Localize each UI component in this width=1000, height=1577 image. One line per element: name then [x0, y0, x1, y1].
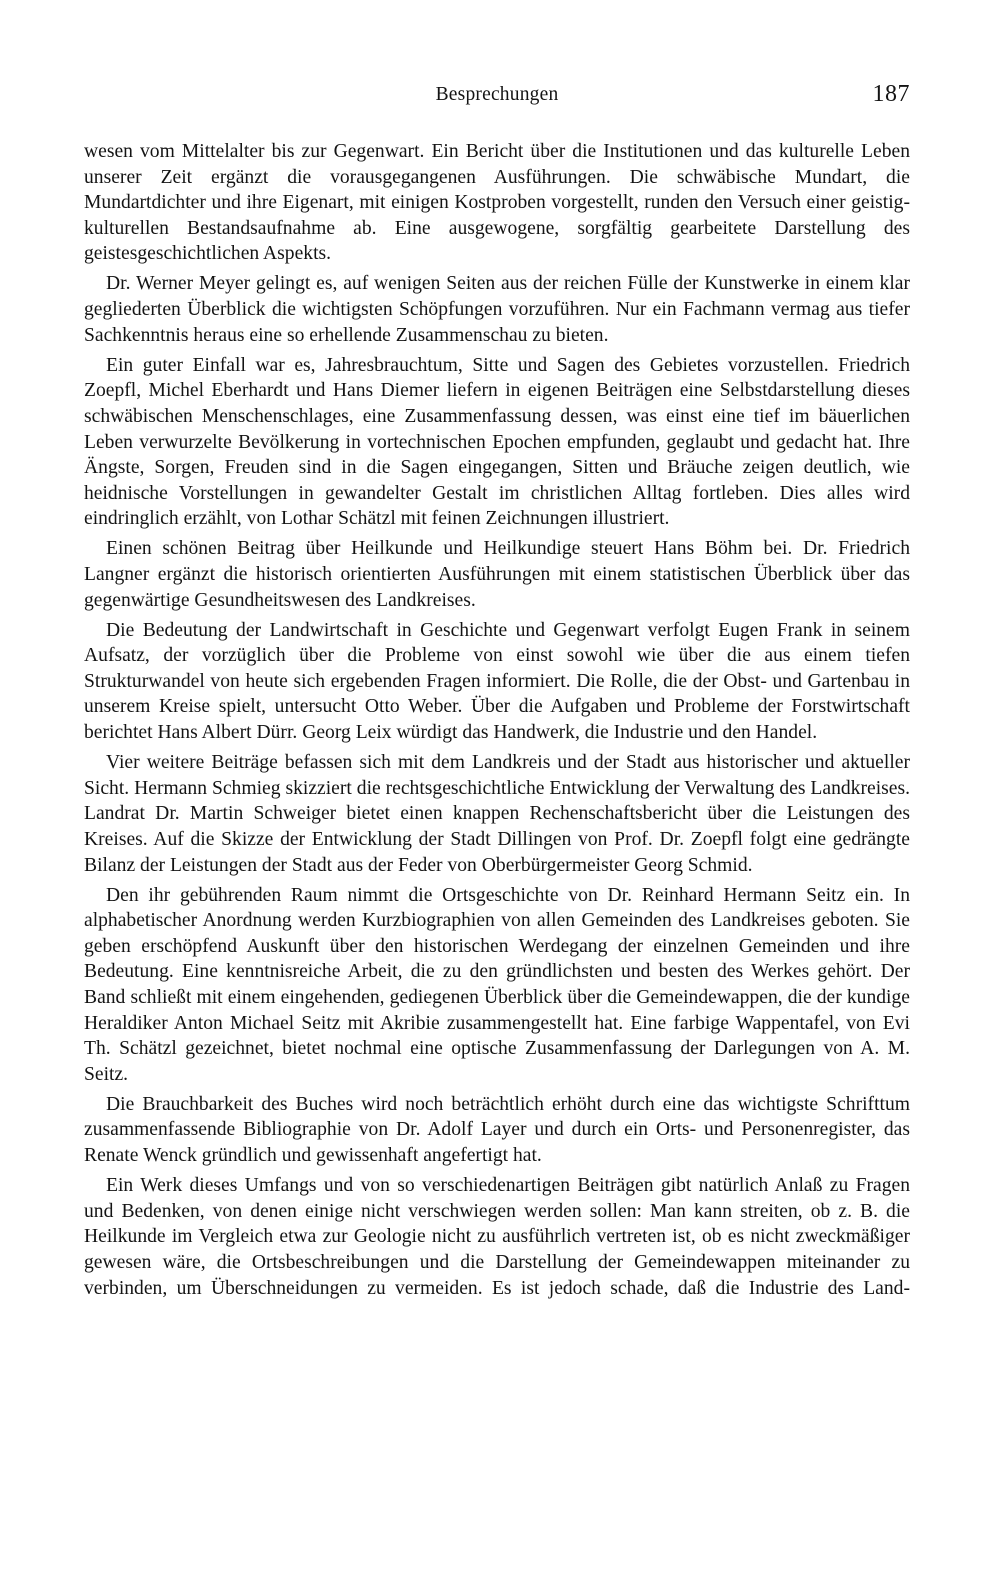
- paragraph-continued: wesen vom Mittelalter bis zur Gegenwart. Ein Bericht über die Institutionen und das kulturelle Leben unserer Zeit ergänzt die vorausgegangenen Ausführungen. Die schwäbische Mundart, die Mundartdichter und ihre Eigenart, mit einigen Kostproben vorgestellt, runden den Versuch einer geistig-kulturellen Bestandsaufnahme ab. Eine ausgewogene, sorgfältig gearbeitete Darstellung des geistesgeschichtlichen Aspekts.: [84, 141, 910, 265]
- paragraph-kritik: Ein Werk dieses Umfangs und von so verschiedenartigen Beiträgen gibt natürlich Anlaß zu Fragen und Bedenken, von denen einige nicht verschwiegen werden sollen: Man kann streiten, ob z. B. die Heilkunde im Vergleich etwa zur Geologie nicht zu ausführlich vertreten ist, ob es nicht zweckmäßiger gewesen wäre, die Ortsbeschreibungen und die Darstellung der Gemeindewappen miteinander zu verbinden, um Überschneidungen zu vermeiden. Es ist jedoch schade, daß die Industrie des Land-: [84, 1175, 910, 1299]
- running-header: [84, 81, 910, 124]
- paragraph-ortsgeschichte: Den ihr gebührenden Raum nimmt die Ortsgeschichte von Dr. Reinhard Hermann Seitz ein. In alphabetischer Anordnung werden Kurzbiographien von allen Gemeinden des Landkreises geboten. Sie geben erschöpfend Auskunft über den historischen Werdegang der einzelnen Gemeinden und ihre Bedeutung. Eine kenntnisreiche Arbeit, die zu den gründlichsten und besten des Werkes gehört. Der Band schließt mit einem eingehenden, gediegenen Überblick über die Gemeindewappen, die der kundige Heraldiker Anton Michael Seitz mit Akribie zusammengestellt hat. Eine farbige Wappentafel, von Evi Th. Schätzl gezeichnet, bietet nochmal eine optische Zusammenfassung der Darlegungen von A. M. Seitz.: [84, 884, 910, 1085]
- page-number: 187: [872, 81, 910, 107]
- paragraph-landwirtschaft: Die Bedeutung der Landwirtschaft in Geschichte und Gegenwart verfolgt Eugen Frank in seinem Aufsatz, der vorzüglich über die Probleme von einst sowohl wie über die aus einem tiefen Strukturwandel von heute sich ergebenden Fragen informiert. Die Rolle, die der Obst- und Gartenbau in unserem Kreise spielt, untersucht Otto Weber. Über die Aufgaben und Probleme der Forstwirtschaft berichtet Hans Albert Dürr. Georg Leix würdigt das Handwerk, die Industrie und den Handel.: [84, 619, 910, 744]
- paragraph-kunstwerke: Dr. Werner Meyer gelingt es, auf wenigen Seiten aus der reichen Fülle der Kunstwerke in einem klar gegliederten Überblick die wichtigsten Schöpfungen vorzuführen. Nur ein Fachmann vermag aus tiefer Sachkenntnis heraus eine so erhellende Zusammenschau zu bieten.: [84, 273, 910, 346]
- paragraph-brauchtum: Ein guter Einfall war es, Jahresbrauchtum, Sitte und Sagen des Gebietes vorzustellen. Friedrich Zoepfl, Michel Eberhardt und Hans Diemer liefern in eigenen Beiträgen eine Selbstdarstellung dieses schwäbischen Menschenschlages, eine Zusammenfassung dessen, was einst eine tief im bäuerlichen Leben verwurzelte Bevölkerung in vortechnischen Epochen empfunden, geglaubt und gedacht hat. Ihre Ängste, Sorgen, Freuden sind in die Sagen eingegangen, Sitten und Bräuche zeigen deutlich, wie heidnische Vorstellungen in gewandelter Gestalt im christlichen Alltag fortleben. Dies alles wird eindringlich erzählt, von Lothar Schätzl mit feinen Zeichnungen illustriert.: [84, 354, 910, 530]
- book-page: [84, 81, 910, 1306]
- paragraph-landkreis-stadt: Vier weitere Beiträge befassen sich mit dem Landkreis und der Stadt aus historischer und aktueller Sicht. Hermann Schmieg skizziert die rechtsgeschichtliche Entwicklung der Verwaltung des Landkreises. Landrat Dr. Martin Schweiger bietet einen knappen Rechenschaftsbericht über die Leistungen des Kreises. Auf die Skizze der Entwicklung der Stadt Dillingen von Prof. Dr. Zoepfl folgt eine gedrängte Bilanz der Leistungen der Stadt aus der Feder von Oberbürgermeister Georg Schmid.: [84, 752, 910, 876]
- running-header-title: Besprechungen: [435, 84, 559, 105]
- body-text: [84, 139, 910, 1301]
- paragraph-heilkunde: Einen schönen Beitrag über Heilkunde und Heilkundige steuert Hans Böhm bei. Dr. Friedrich Langner ergänzt die historisch orientierten Ausführungen mit einem statistischen Überblick über das gegenwärtige Gesundheitswesen des Landkreises.: [84, 538, 910, 611]
- paragraph-bibliographie: Die Brauchbarkeit des Buches wird noch beträchtlich erhöht durch eine das wichtigste Schrifttum zusammenfassende Bibliographie von Dr. Adolf Layer und durch ein Orts- und Personenregister, das Renate Wenck gründlich und gewissenhaft angefertigt hat.: [84, 1093, 910, 1167]
